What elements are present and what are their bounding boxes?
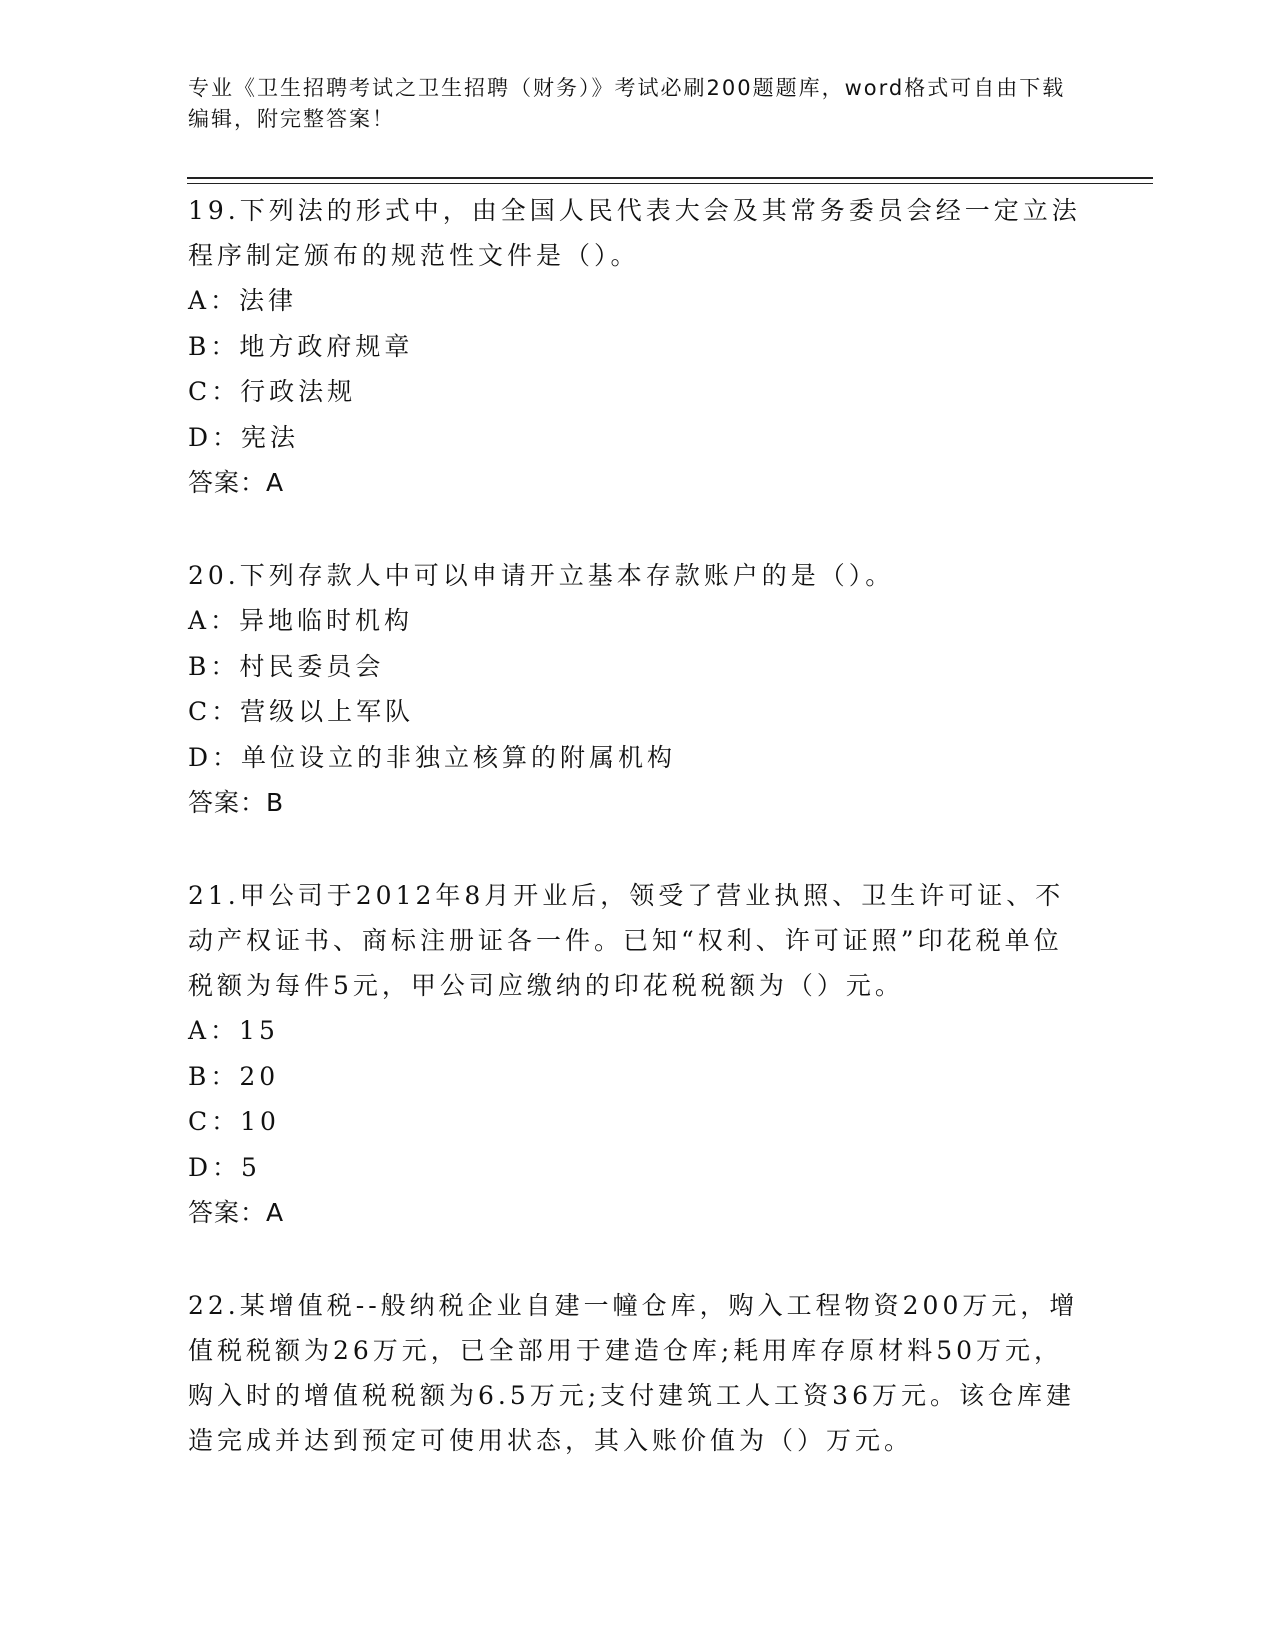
option-c: C：行政法规	[188, 377, 357, 406]
question-spacer	[188, 505, 1088, 553]
option-b: B：村民委员会	[188, 651, 385, 681]
question-stem: 20.下列存款人中可以申请开立基本存款账户的是（）。	[188, 561, 895, 590]
question-stem: 22.某增值税--般纳税企业自建一幢仓库，购入工程物资200万元，增值税税额为26万元，已全部用于建造仓库;耗用库存原材料50万元，购入时的增值税税额为6.5万元;支付建筑工人工资36万元。该仓库建造完成并达到预定可使用状态，其入账价值为（）万元。	[188, 1291, 1079, 1455]
question-spacer	[188, 825, 1088, 873]
option-a: A：异地临时机构	[188, 606, 414, 635]
option-a: A：15	[188, 1016, 279, 1045]
option-b: B：地方政府规章	[188, 331, 414, 361]
header-divider	[187, 177, 1153, 179]
option-c: C：10	[188, 1107, 280, 1136]
question-19	[188, 188, 1088, 505]
question-22	[188, 1283, 1088, 1463]
document-header: 专业《卫生招聘考试之卫生招聘（财务）》考试必刷200题题库，word格式可自由下载编辑，附完整答案！	[188, 76, 1066, 131]
option-c: C：营级以上军队	[188, 697, 415, 726]
question-stem: 19.下列法的形式中，由全国人民代表大会及其常务委员会经一定立法程序制定颁布的规范性文件是（）。	[188, 196, 1081, 270]
question-spacer	[188, 1235, 1088, 1283]
question-21	[188, 873, 1088, 1235]
option-b: B：20	[188, 1061, 280, 1091]
question-list	[188, 188, 1088, 1463]
header-divider-thin	[187, 183, 1153, 184]
question-20	[188, 553, 1088, 825]
option-d: D：宪法	[188, 422, 300, 452]
answer-label: 答案：A	[188, 468, 285, 497]
answer-label: 答案：B	[188, 788, 285, 817]
option-a: A：法律	[188, 286, 298, 315]
answer-label: 答案：A	[188, 1198, 285, 1227]
option-d: D：5	[188, 1152, 261, 1182]
question-stem: 21.甲公司于2012年8月开业后，领受了营业执照、卫生许可证、不动产权证书、商标注册证各一件。已知“权利、许可证照”印花税单位税额为每件5元，甲公司应缴纳的印花税税额为（）元。	[188, 881, 1065, 1000]
option-d: D：单位设立的非独立核算的附属机构	[188, 742, 677, 772]
